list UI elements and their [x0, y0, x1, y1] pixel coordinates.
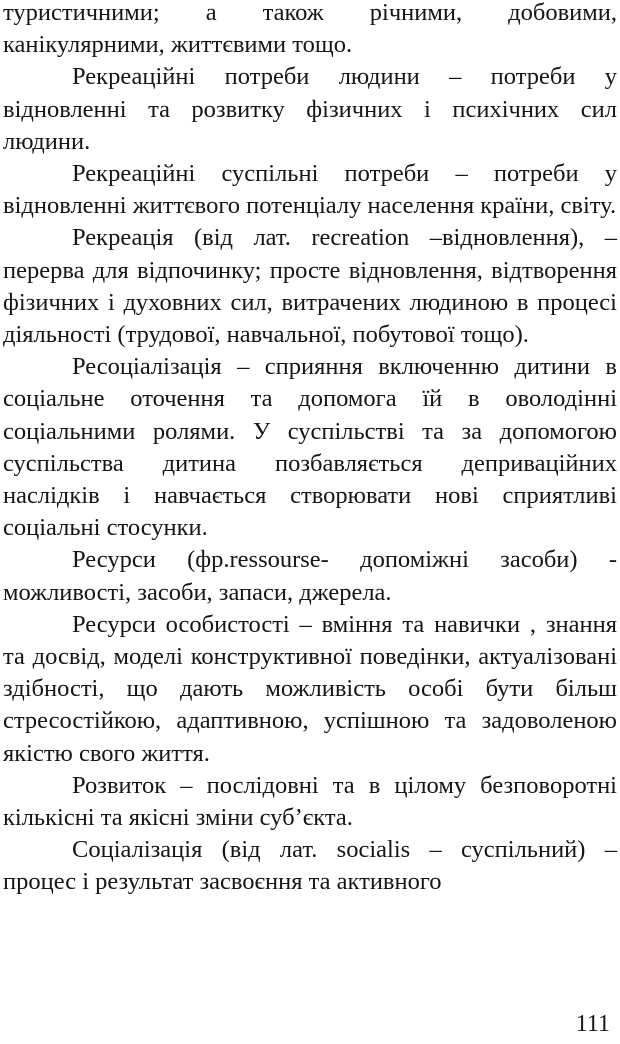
- paragraph-recreational-social-needs: Рекреаційні суспільні потреби – потреби у відновленні життєвого потенціалу населення країни, світу.: [3, 160, 617, 220]
- paragraph-recreation: Рекреація (від лат. recreation –відновлення), – перерва для відпочинку; просте відновлення, відтворення фізичних і духовних сил, витрачених людиною в процесі діяльності (трудової, навчальної, побутової тощо).: [3, 224, 617, 349]
- paragraph-resources: Ресурси (фр.ressourse- допоміжні засоби) - можливості, засоби, запаси, джерела.: [3, 546, 617, 606]
- paragraph-development: Розвиток – послідовні та в цілому безповоротні кількісні та якісні зміни суб’єкта.: [3, 771, 617, 832]
- paragraph-socialization: Соціалізація (від лат. socialis – суспільний) – процес і результат засвоєння та активного: [3, 836, 617, 896]
- paragraph-personal-resources: Ресурси особистості – вміння та навички , знання та досвід, моделі конструктивної поведінки, актуалізовані здібності, що дають можливість особі бути більш стресостійкою, адаптивною, успішною та задоволеною якістю свого життя.: [3, 610, 617, 767]
- paragraph-recreational-needs-person: Рекреаційні потреби людини – потреби у відновленні та розвитку фізичних і психічних сил людини.: [3, 63, 617, 155]
- page-number: 111: [575, 1011, 610, 1037]
- paragraph-resocialization: Ресоціалізація – сприяння включенню дитини в соціальне оточення та допомога їй в оволодінні соціальними ролями. У суспільстві та за допомогою суспільства дитина позбавляється деприваційних наслідків і навчається створювати нові сприятливі соціальні стосунки.: [3, 353, 617, 542]
- paragraph-continuation: туристичними; а також річними, добовими, канікулярними, життєвими тощо.: [3, 0, 617, 59]
- body-text: [3, 0, 617, 899]
